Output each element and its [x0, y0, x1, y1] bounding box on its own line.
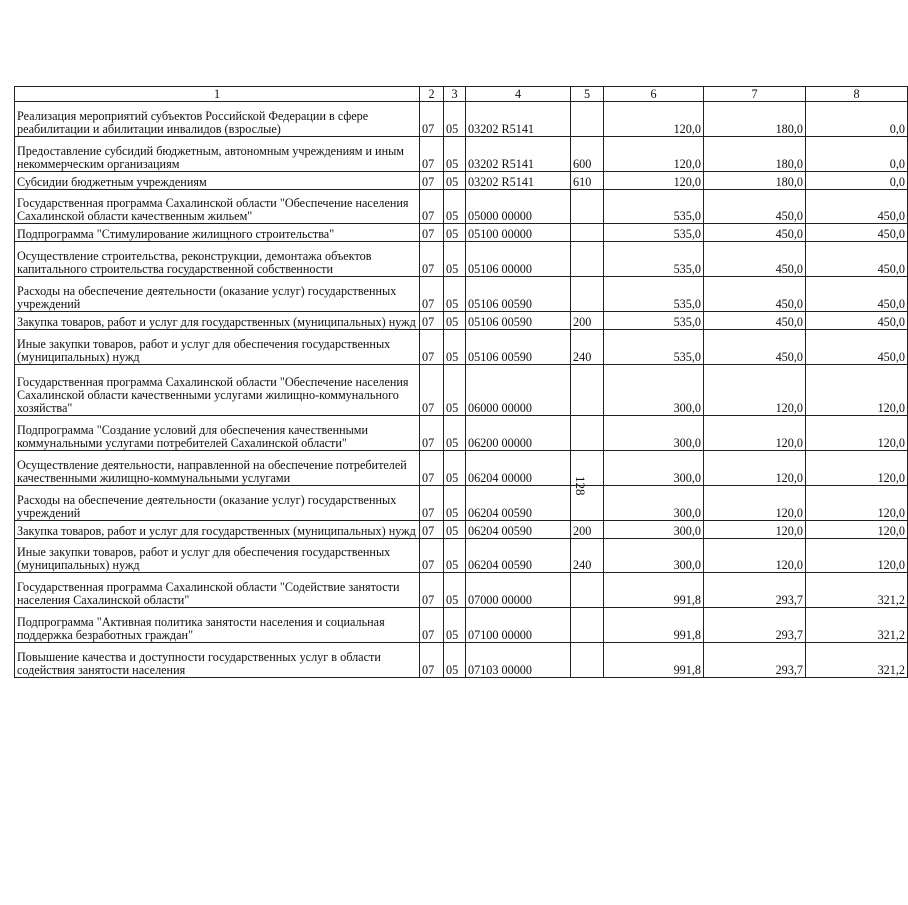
row-name: Осуществление строительства, реконструкции, демонтажа объектов капитального строительства государственной собственности	[15, 242, 420, 277]
row-expense-type	[571, 451, 604, 486]
row-section: 07	[420, 189, 444, 224]
table-row	[15, 277, 908, 312]
row-expense-type: 200	[571, 520, 604, 538]
row-section: 07	[420, 224, 444, 242]
table-row	[15, 364, 908, 416]
row-amount-1: 535,0	[604, 189, 704, 224]
row-name: Иные закупки товаров, работ и услуг для обеспечения государственных (муниципальных) нужд	[15, 538, 420, 573]
row-amount-2: 293,7	[704, 643, 806, 678]
row-amount-3: 120,0	[806, 485, 908, 520]
row-amount-3: 0,0	[806, 136, 908, 171]
row-amount-1: 535,0	[604, 330, 704, 365]
row-amount-1: 991,8	[604, 573, 704, 608]
row-target-code: 05000 00000	[466, 189, 571, 224]
row-expense-type	[571, 277, 604, 312]
row-name: Реализация мероприятий субъектов Российской Федерации в сфере реабилитации и абилитации инвалидов (взрослые)	[15, 102, 420, 137]
table-row	[15, 416, 908, 451]
row-section: 07	[420, 451, 444, 486]
row-amount-1: 991,8	[604, 608, 704, 643]
table-row	[15, 608, 908, 643]
row-target-code: 03202 R5141	[466, 171, 571, 189]
row-subsection: 05	[444, 643, 466, 678]
row-amount-2: 450,0	[704, 242, 806, 277]
row-amount-3: 450,0	[806, 330, 908, 365]
row-amount-2: 120,0	[704, 520, 806, 538]
row-amount-1: 535,0	[604, 224, 704, 242]
row-amount-1: 300,0	[604, 364, 704, 416]
row-amount-2: 120,0	[704, 538, 806, 573]
row-amount-2: 450,0	[704, 330, 806, 365]
row-target-code: 05100 00000	[466, 224, 571, 242]
row-expense-type: 600	[571, 136, 604, 171]
row-name: Расходы на обеспечение деятельности (оказание услуг) государственных учреждений	[15, 485, 420, 520]
row-target-code: 05106 00590	[466, 277, 571, 312]
row-subsection: 05	[444, 538, 466, 573]
row-subsection: 05	[444, 242, 466, 277]
row-subsection: 05	[444, 573, 466, 608]
row-subsection: 05	[444, 451, 466, 486]
header-cell: 7	[704, 87, 806, 102]
table-row	[15, 573, 908, 608]
row-amount-1: 535,0	[604, 242, 704, 277]
table-row	[15, 451, 908, 486]
row-target-code: 06204 00000	[466, 451, 571, 486]
row-name: Государственная программа Сахалинской области "Обеспечение населения Сахалинской области качественными услугами жилищно-коммунального хозяйства"	[15, 364, 420, 416]
row-amount-3: 450,0	[806, 189, 908, 224]
row-name: Предоставление субсидий бюджетным, автономным учреждениям и иным некоммерческим организациям	[15, 136, 420, 171]
row-expense-type	[571, 189, 604, 224]
row-target-code: 07100 00000	[466, 608, 571, 643]
row-amount-3: 450,0	[806, 242, 908, 277]
row-amount-2: 450,0	[704, 311, 806, 329]
row-amount-1: 535,0	[604, 311, 704, 329]
row-subsection: 05	[444, 330, 466, 365]
header-cell: 5	[571, 87, 604, 102]
row-amount-2: 450,0	[704, 189, 806, 224]
row-target-code: 05106 00590	[466, 311, 571, 329]
row-amount-2: 120,0	[704, 485, 806, 520]
row-section: 07	[420, 277, 444, 312]
row-section: 07	[420, 538, 444, 573]
row-amount-1: 991,8	[604, 643, 704, 678]
row-subsection: 05	[444, 277, 466, 312]
row-target-code: 06204 00590	[466, 485, 571, 520]
row-amount-3: 321,2	[806, 608, 908, 643]
header-row	[15, 87, 908, 102]
row-target-code: 03202 R5141	[466, 136, 571, 171]
row-section: 07	[420, 171, 444, 189]
row-amount-2: 450,0	[704, 277, 806, 312]
row-section: 07	[420, 573, 444, 608]
row-amount-1: 300,0	[604, 485, 704, 520]
row-subsection: 05	[444, 311, 466, 329]
row-name: Осуществление деятельности, направленной на обеспечение потребителей качественными жилищно-коммунальными услугами	[15, 451, 420, 486]
row-name: Субсидии бюджетным учреждениям	[15, 171, 420, 189]
row-subsection: 05	[444, 608, 466, 643]
row-amount-2: 120,0	[704, 364, 806, 416]
row-amount-2: 180,0	[704, 136, 806, 171]
row-section: 07	[420, 416, 444, 451]
row-subsection: 05	[444, 364, 466, 416]
header-cell: 2	[420, 87, 444, 102]
row-expense-type	[571, 573, 604, 608]
budget-table-rotated	[14, 86, 907, 678]
row-amount-2: 180,0	[704, 171, 806, 189]
row-amount-1: 300,0	[604, 451, 704, 486]
row-subsection: 05	[444, 520, 466, 538]
row-amount-3: 120,0	[806, 416, 908, 451]
row-name: Расходы на обеспечение деятельности (оказание услуг) государственных учреждений	[15, 277, 420, 312]
table-row	[15, 520, 908, 538]
row-target-code: 07000 00000	[466, 573, 571, 608]
row-name: Подпрограмма "Стимулирование жилищного строительства"	[15, 224, 420, 242]
row-amount-3: 450,0	[806, 311, 908, 329]
table-row	[15, 330, 908, 365]
row-amount-1: 300,0	[604, 416, 704, 451]
row-section: 07	[420, 242, 444, 277]
row-target-code: 06200 00000	[466, 416, 571, 451]
row-expense-type: 240	[571, 330, 604, 365]
row-subsection: 05	[444, 136, 466, 171]
row-expense-type	[571, 608, 604, 643]
row-expense-type	[571, 102, 604, 137]
row-amount-2: 120,0	[704, 416, 806, 451]
row-subsection: 05	[444, 224, 466, 242]
row-amount-3: 120,0	[806, 451, 908, 486]
table-body	[15, 87, 908, 678]
row-section: 07	[420, 102, 444, 137]
row-section: 07	[420, 136, 444, 171]
row-amount-3: 321,2	[806, 643, 908, 678]
row-name: Подпрограмма "Активная политика занятости населения и социальная поддержка безработных граждан"	[15, 608, 420, 643]
page-number: 128	[573, 476, 588, 496]
row-section: 07	[420, 643, 444, 678]
row-amount-1: 300,0	[604, 520, 704, 538]
row-amount-1: 300,0	[604, 538, 704, 573]
row-expense-type: 240	[571, 538, 604, 573]
row-subsection: 05	[444, 102, 466, 137]
table-row	[15, 171, 908, 189]
row-section: 07	[420, 520, 444, 538]
table-row	[15, 538, 908, 573]
row-amount-2: 293,7	[704, 608, 806, 643]
row-amount-2: 120,0	[704, 451, 806, 486]
table-row	[15, 643, 908, 678]
row-amount-3: 120,0	[806, 520, 908, 538]
row-amount-1: 120,0	[604, 171, 704, 189]
header-cell: 4	[466, 87, 571, 102]
row-target-code: 06204 00590	[466, 520, 571, 538]
row-target-code: 05106 00590	[466, 330, 571, 365]
row-target-code: 05106 00000	[466, 242, 571, 277]
row-expense-type: 200	[571, 311, 604, 329]
header-cell: 6	[604, 87, 704, 102]
row-name: Государственная программа Сахалинской области "Содействие занятости населения Сахалинской области"	[15, 573, 420, 608]
row-expense-type	[571, 242, 604, 277]
row-expense-type	[571, 416, 604, 451]
row-amount-3: 321,2	[806, 573, 908, 608]
table-row	[15, 311, 908, 329]
table-row	[15, 189, 908, 224]
table-row	[15, 102, 908, 137]
row-section: 07	[420, 330, 444, 365]
row-expense-type	[571, 485, 604, 520]
row-amount-3: 0,0	[806, 102, 908, 137]
row-target-code: 06204 00590	[466, 538, 571, 573]
row-amount-2: 180,0	[704, 102, 806, 137]
table-row	[15, 242, 908, 277]
row-target-code: 06000 00000	[466, 364, 571, 416]
row-amount-1: 120,0	[604, 102, 704, 137]
row-section: 07	[420, 485, 444, 520]
row-target-code: 07103 00000	[466, 643, 571, 678]
row-amount-2: 450,0	[704, 224, 806, 242]
table-row	[15, 485, 908, 520]
budget-table	[14, 86, 908, 678]
row-section: 07	[420, 364, 444, 416]
table-row	[15, 136, 908, 171]
row-section: 07	[420, 311, 444, 329]
row-target-code: 03202 R5141	[466, 102, 571, 137]
row-section: 07	[420, 608, 444, 643]
row-name: Государственная программа Сахалинской области "Обеспечение населения Сахалинской области качественным жильем"	[15, 189, 420, 224]
row-subsection: 05	[444, 416, 466, 451]
row-amount-3: 0,0	[806, 171, 908, 189]
row-name: Закупка товаров, работ и услуг для государственных (муниципальных) нужд	[15, 311, 420, 329]
row-name: Закупка товаров, работ и услуг для государственных (муниципальных) нужд	[15, 520, 420, 538]
row-amount-3: 120,0	[806, 364, 908, 416]
table-row	[15, 224, 908, 242]
row-amount-3: 450,0	[806, 224, 908, 242]
row-amount-1: 120,0	[604, 136, 704, 171]
row-name: Подпрограмма "Создание условий для обеспечения качественными коммунальными услугами потребителей Сахалинской области"	[15, 416, 420, 451]
row-subsection: 05	[444, 485, 466, 520]
row-amount-1: 535,0	[604, 277, 704, 312]
row-name: Иные закупки товаров, работ и услуг для обеспечения государственных (муниципальных) нужд	[15, 330, 420, 365]
row-subsection: 05	[444, 189, 466, 224]
header-cell: 8	[806, 87, 908, 102]
header-cell: 3	[444, 87, 466, 102]
header-cell: 1	[15, 87, 420, 102]
row-expense-type	[571, 643, 604, 678]
row-amount-3: 450,0	[806, 277, 908, 312]
row-amount-2: 293,7	[704, 573, 806, 608]
row-subsection: 05	[444, 171, 466, 189]
row-amount-3: 120,0	[806, 538, 908, 573]
row-expense-type: 610	[571, 171, 604, 189]
row-expense-type	[571, 224, 604, 242]
row-expense-type	[571, 364, 604, 416]
row-name: Повышение качества и доступности государственных услуг в области содействия занятости населения	[15, 643, 420, 678]
